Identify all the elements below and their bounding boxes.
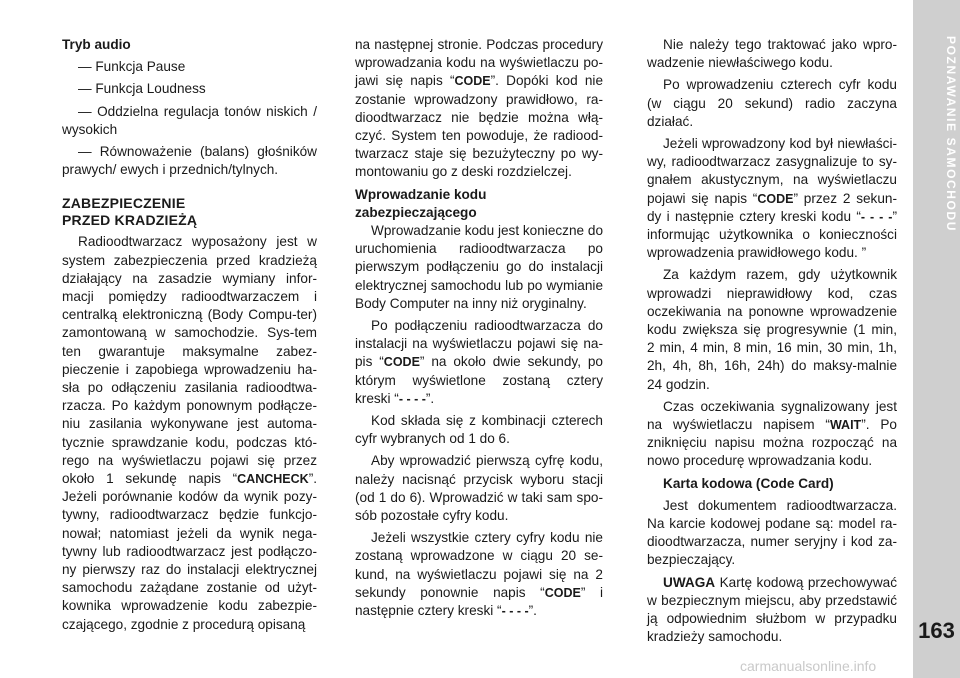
subheading-line-1: Wprowadzanie kodu [355,186,487,202]
text: ”. [528,603,537,619]
column-1 [62,36,317,634]
paragraph: Nie należy tego traktować jako wpro-wadzenie niewłaściwego kodu. [647,37,897,71]
display-code: WAIT [829,418,862,433]
text: na następnej stronie. Podczas procedury wprowadzania kodu na wyświetlaczu po-jawi się napis “ [355,37,603,89]
text: Po podłączeniu radioodtwarzacza do instalacji na wyświetlaczu pojawi się na-pis “ [355,318,603,370]
list-item: — Funkcja Loudness [78,81,206,97]
paragraph [62,233,317,633]
text: ”. Jeżeli porównanie kodów da wynik pozy-tywny, radioodtwarzacz będzie funkcjo-nował; natomiast jeżeli da wynik nega-tywny lub radioodtwarzacz jest podłączo-ny pierwszy raz do instalacji elektrycznej samochodu zażądane zostanie od użyt-kownika wprowadzenie kodu zabezpie-czającego, zgodnie z procedurą opisaną [62,471,317,632]
paragraph [647,398,897,471]
text: ” na około dwie sekundy, po którym wyświetlone zostaną cztery kreski “ [355,354,603,406]
section-heading-line-1: ZABEZPIECZENIE [62,195,186,212]
column-3 [647,36,897,647]
list-item: — Równoważenie (balans) głośników prawych/ ewych i przednich/tylnych. [62,144,317,178]
paragraph [647,135,897,262]
display-dashes: - - - - [501,604,529,619]
section-heading [62,195,317,229]
text: ” przez 2 sekun-dy i następnie cztery kreski kodu “ [647,190,897,224]
section-heading-line-2: PRZED KRADZIEŻĄ [62,212,198,229]
list-item: — Funkcja Pause [78,59,186,75]
code-card-heading: Karta kodowa (Code Card) [663,475,834,491]
subheading [355,186,603,222]
text: ”. Po zniknięciu napisu można rozpocząć na nowo procedurę wprowadzania kodu. [647,417,897,469]
text: Radioodtwarzacz wyposażony jest w system zabezpieczenia przed kradzieżą działający na zasadzie wymiany infor-macji pomiędzy radioodtwarzaczem i centralką elektroniczną (Body Compu-ter) zamontowaną w samochodzie. Sys-tem ten gwarantuje maksymalne zabez-pieczenie i zapobiega wprowadzeniu ha-sła po odłączeniu zasilania radioodtwa-rzacza. Po każdym ponownym podłącze-niu zasilania wykonywane jest automa-tycznie sprawdzanie kodu, podczas któ-rego na wyświetlaczu pojawi się przez około 1 sekundę napis “ [62,234,317,487]
paragraph: Za każdym razem, gdy użytkownik wprowadzi nieprawidłowy kod, czas oczekiwania na ponowne wprowadzenie kodu zwiększa się progresywnie (1 min, 2 min, 4 min, 8 min, 16 min, 30 min, 1h, 2h, 4h, 8h, 16h, 24h) do maksy-malnie 24 godzin. [647,267,897,392]
paragraph: Po wprowadzeniu czterech cyfr kodu (w ciągu 20 sekund) radio zaczyna działać. [647,77,897,129]
display-code: CODE [544,585,581,600]
section-label: POZNAWANIE SAMOCHODU [944,36,958,233]
display-dashes: - - - - [398,391,426,406]
paragraph [355,36,603,182]
text: Kartę kodową przechowywać w bezpiecznym miejscu, aby przedstawić ją odpowiednim służbom w przypadku kradzieży samochodu. [647,574,897,645]
text: ”. [425,390,435,406]
text: Jeżeli wszystkie cztery cyfry kodu nie zostaną wprowadzone w ciągu 20 se-kund, na wyświetlaczu pojawi się na 2 sekundy ponownie napis “ [355,530,603,600]
paragraph: Jest dokumentem radioodtwarzacza. Na karcie kodowej podane są: model ra-dioodtwarzacza, numer seryjny i kod za-bezpieczający. [647,497,897,568]
text: ”. Dopóki kod nie zostanie wprowadzony prawidłowo, ra-dioodtwarzacz nie będzie można włą-czyć. System ten powoduje, że radiood-twarzacz staje się bezużyteczny po wy-montowaniu go z deski rozdzielczej. [355,73,603,180]
list-item: — Oddzielna regulacja tonów niskich / wysokich [62,103,317,137]
paragraph [355,529,603,620]
text: Jeżeli wprowadzony kod był niewłaści-wy, radioodtwarzacz zasygnalizuje to sy-gnałem akustycznym, na wyświetlaczu pojawi się napis “ [647,136,897,206]
warning-paragraph [647,574,897,647]
column-2 [355,36,603,620]
paragraph: Wprowadzanie kodu jest konieczne do uruchomienia radioodtwarzacza po pierwszym podłączeniu go do instalacji elektrycznej samochodu lub po wymianie Body Computer na inny niż oryginalny. [355,223,603,311]
paragraph: Kod składa się z kombinacji czterech cyfr wybranych od 1 do 6. [355,413,603,447]
text: ” informując użytkownika o konieczności wprowadzenia prawidłowego kodu. ” [647,208,897,261]
display-code: CODE [757,191,794,206]
subheading-line-2: zabezpieczającego [355,204,477,220]
display-code: CODE [454,74,491,89]
audio-mode-heading: Tryb audio [62,37,131,52]
page-number: 163 [918,618,955,643]
display-code: CODE [383,355,420,370]
text: Czas oczekiwania sygnalizowany jest na wyświetlaczu napisem “ [647,398,897,433]
warning-label: UWAGA [663,574,716,590]
text: ” i następnie cztery kreski “ [355,584,604,619]
paragraph [355,317,603,408]
display-dashes: - - - - [860,209,893,224]
watermark: carmanualsonline.info [740,658,877,674]
paragraph: Aby wprowadzić pierwszą cyfrę kodu, należy nacisnąć przycisk wyboru stacji (od 1 do 6). Wprowadzić w taki sam spo-sób pozostałe cyfry kodu. [355,453,603,524]
display-code: CANCHECK [237,472,309,487]
